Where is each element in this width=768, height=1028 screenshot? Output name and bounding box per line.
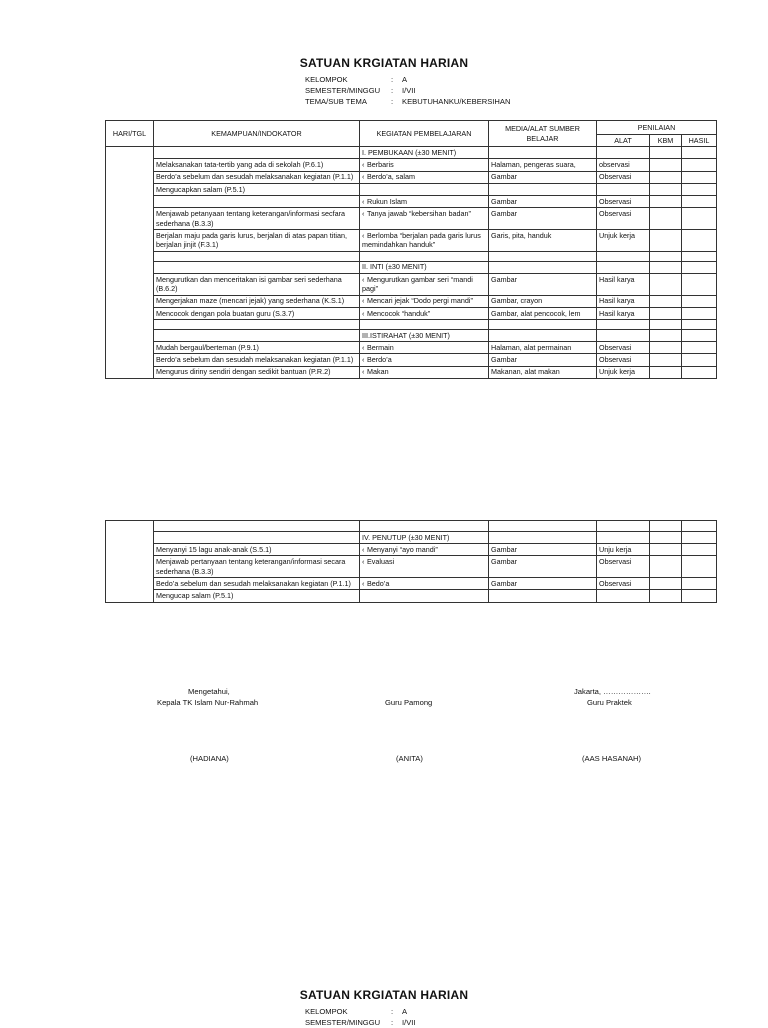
table-row: Mengurus diriny sendiri dengan sedikit bantuan (P.R.2) ‹ Makan Makanan, alat makan Unjuk kerja <box>106 366 717 378</box>
table-row: Berjalan maju pada garis lurus, berjalan di atas papan titian, berjalan jinjit (F.3.1) ‹ Berlomba “berjalan pada garis lurus memindahkan handuk” Garis, pita, handuk Unjuk kerja <box>106 229 717 251</box>
arrow-icon: ‹ <box>362 160 365 170</box>
sign-kepala-name: (HADIANA) <box>190 754 229 763</box>
arrow-icon: ‹ <box>362 230 365 240</box>
sign-pamong-name: (ANITA) <box>396 754 423 763</box>
next-page-title: SATUAN KRGIATAN HARIAN <box>299 988 469 1002</box>
sign-kepala-role: Kepala TK Islam Nur-Rahmah <box>157 698 259 707</box>
table-row: Berdo’a sebelum dan sesudah melaksanakan kegiatan (P.1.1) ‹ Berdo’a Gambar Observasi <box>106 354 717 366</box>
document-meta <box>305 74 510 107</box>
section-pembukaan: I. PEMBUKAAN (±30 MENIT) <box>360 147 489 159</box>
table-row: Berdo’a sebelum dan sesudah melaksanakan kegiatan (P.1.1) ‹ Berdo’a, salam Gambar Observasi <box>106 171 717 183</box>
arrow-icon: ‹ <box>362 172 365 182</box>
table-row: Menyanyi 15 lagu anak-anak (S.5.1) ‹ Menyanyi “ayo mandi” Gambar Unju kerja <box>106 544 717 556</box>
arrow-icon: ‹ <box>362 208 365 218</box>
header-penilaian: PENILAIAN <box>597 121 717 135</box>
table-header-row <box>106 121 717 135</box>
section-row <box>106 532 717 544</box>
meta-semester: SEMESTER/MINGGU : I/VII <box>305 86 416 95</box>
arrow-icon: ‹ <box>362 544 365 554</box>
meta-tema: TEMA/SUB TEMA : KEBUTUHANKU/KEBERSIHAN <box>305 97 511 106</box>
next-page-meta: KELOMPOK : A SEMESTER/MINGGU : I/VII <box>305 1007 416 1027</box>
arrow-icon: ‹ <box>362 557 365 567</box>
table-row <box>106 521 717 532</box>
document-title: SATUAN KRGIATAN HARIAN <box>299 56 469 70</box>
section-penutup: IV. PENUTUP (±30 MENIT) <box>360 532 489 544</box>
arrow-icon: ‹ <box>362 274 365 284</box>
section-istirahat: III.ISTIRAHAT (±30 MENIT) <box>360 330 489 342</box>
table-row: Mudah bergaul/berteman (P.9.1) ‹ Bermain Halaman, alat permainan Observasi <box>106 342 717 354</box>
arrow-icon: ‹ <box>362 355 365 365</box>
header-kbm: KBM <box>650 135 682 147</box>
table-row: Mengucap salam (P.5.1) <box>106 590 717 602</box>
arrow-icon: ‹ <box>362 308 365 318</box>
arrow-icon: ‹ <box>362 196 365 206</box>
header-hasil: HASIL <box>682 135 717 147</box>
closing-table <box>105 520 717 603</box>
table-row <box>106 251 717 261</box>
table-row: Mengerjakan maze (mencari jejak) yang sederhana (K.S.1) ‹ Mencari jejak “Dodo pergi mandi” Gambar, crayon Hasil karya <box>106 295 717 307</box>
sign-praktek-name: (AAS HASANAH) <box>582 754 642 763</box>
activity-table <box>105 120 717 379</box>
hari-cell <box>106 147 154 379</box>
table-row: Bedo’a sebelum dan sesudah melaksanakan kegiatan (P.1.1) ‹ Bedo’a Gambar Observasi <box>106 578 717 590</box>
table-row: Menjawab pertanyaan tentang keterangan/informasi secara sederhana (B.3.3) ‹ Evaluasi Gambar Observasi <box>106 556 717 578</box>
header-kegiatan: KEGIATAN PEMBELAJARAN <box>360 121 489 147</box>
section-row <box>106 330 717 342</box>
section-inti: II. INTI (±30 MENIT) <box>360 261 489 273</box>
header-alat: ALAT <box>597 135 650 147</box>
section-row <box>106 261 717 273</box>
table-row: Menjawab petanyaan tentang keterangan/informasi secfara sederhana (B.3.3) ‹ Tanya jawab “kebersihan badan” Gambar Observasi <box>106 208 717 230</box>
sign-place-date: Jakarta, ………………. <box>574 687 651 696</box>
section-row <box>106 147 717 159</box>
header-hari: HARI/TGL <box>106 121 154 147</box>
header-media: MEDIA/ALAT SUMBER BELAJAR <box>489 121 597 147</box>
arrow-icon: ‹ <box>362 578 365 588</box>
header-kemampuan: KEMAMPUAN/INDOKATOR <box>154 121 360 147</box>
arrow-icon: ‹ <box>362 367 365 377</box>
arrow-icon: ‹ <box>362 343 365 353</box>
arrow-icon: ‹ <box>362 296 365 306</box>
sign-pamong-role: Guru Pamong <box>385 698 433 707</box>
table-row <box>106 320 717 330</box>
hari-cell <box>106 521 154 603</box>
meta-kelompok: KELOMPOK : A <box>305 75 408 84</box>
sign-praktek-role: Guru Praktek <box>587 698 632 707</box>
table-row: Mencocok dengan pola buatan guru (S.3.7) ‹ Mencocok “handuk” Gambar, alat pencocok, lem Hasil karya <box>106 307 717 319</box>
table-row: Mengucapkan salam (P.5.1) <box>106 183 717 195</box>
table-row: ‹ Rukun Islam Gambar Observasi <box>106 195 717 207</box>
table-row: Mengurutkan dan menceritakan isi gambar seri sederhana (B.6.2) ‹ Mengurutkan gambar seri “mandi pagi” Gambar Hasil karya <box>106 273 717 295</box>
table-row: Melaksanakan tata-tertib yang ada di sekolah (P.6.1) ‹ Berbaris Halaman, pengeras suara, observasi <box>106 159 717 171</box>
sign-mengetahui: Mengetahui, <box>188 687 230 696</box>
